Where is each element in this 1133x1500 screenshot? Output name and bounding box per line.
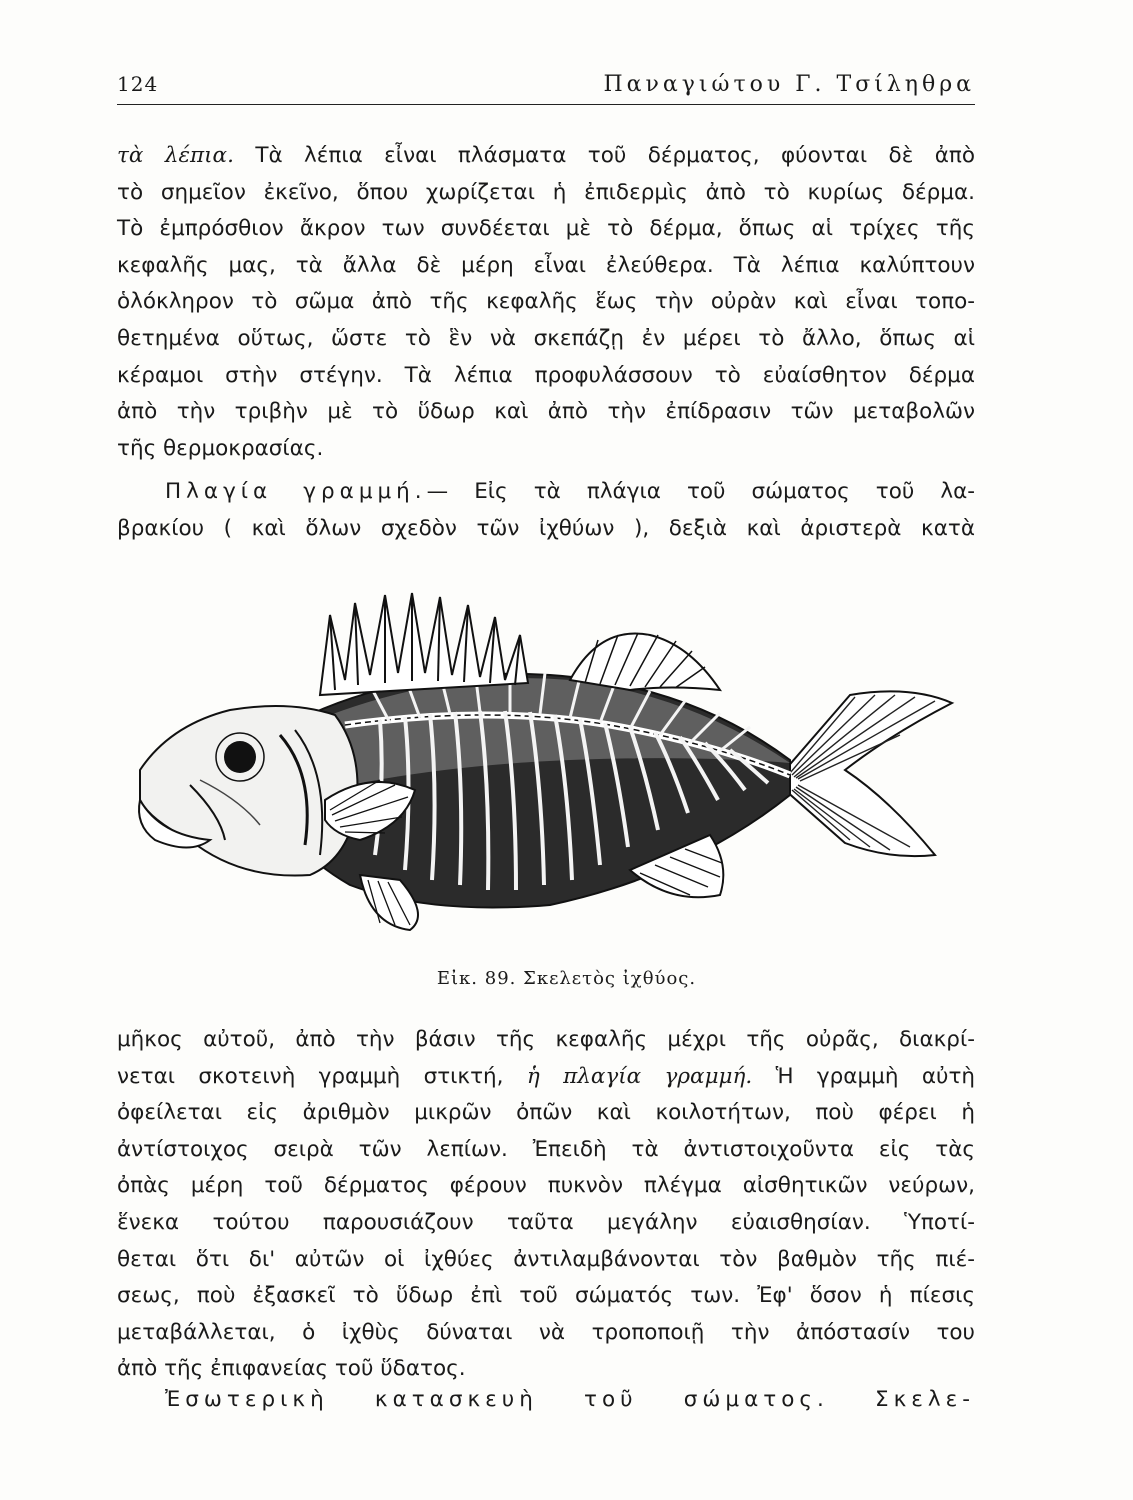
text-fragment: Ἡ γραμμὴ αὐτὴ <box>775 1063 976 1089</box>
text-line: μῆκος αὐτοῦ, ἀπὸ τὴν βάσιν τῆς κεφαλῆς μέχρι τῆς οὐρᾶς, διακρί- <box>117 1027 975 1052</box>
text-line: ἀπὸ τῆς ἐπιφανείας τοῦ ὕδατος. <box>117 1356 466 1382</box>
text-fragment: νεται σκοτεινὴ γραμμὴ στικτή, <box>117 1063 504 1089</box>
soft-dorsal-fin <box>570 633 720 690</box>
fish-skeleton-figure <box>130 585 960 945</box>
section-heading: Πλαγία γραμμή. <box>165 479 427 504</box>
text-line: ἀντίστοιχος σειρὰ τῶν λεπίων. Ἐπειδὴ τὰ ἀντιστοιχοῦντα εἰς τὰς <box>117 1136 975 1162</box>
paragraph-internal-structure <box>117 1382 975 1419</box>
text-line: ὁλόκληρον τὸ σῶμα ἀπὸ τῆς κεφαλῆς ἕως τὴν οὐρὰν καὶ εἶναι τοπο- <box>117 289 975 315</box>
page-number: 124 <box>117 72 159 96</box>
fish-head <box>140 706 358 876</box>
text-line: τὸ σημεῖον ἐκεῖνο, ὅπου χωρίζεται ἡ ἐπιδερμὶς ἀπὸ τὸ κυρίως δέρμα. <box>117 179 975 205</box>
text-line <box>117 1059 975 1096</box>
eye <box>224 741 256 773</box>
text-fragment: — Εἰς τὰ πλάγια τοῦ σώματος τοῦ λα- <box>426 479 976 504</box>
text-line: θεται ὅτι δι' αὐτῶν οἱ ἰχθύες ἀντιλαμβάνονται τὸν βαθμὸν τῆς πιέ- <box>117 1246 975 1272</box>
text-line: ὀπὰς μέρη τοῦ δέρματος φέρουν πυκνὸν πλέγμα αἰσθητικῶν νεύρων, <box>117 1173 975 1199</box>
text-line: κέραμοι στὴν στέγην. Τὰ λέπια προφυλάσσουν τὸ εὐαίσθητον δέρμα <box>117 362 975 388</box>
italic-term: τὰ λέπια. <box>117 143 234 168</box>
paragraph-scales <box>117 138 975 467</box>
fish-skeleton-illustration <box>130 585 960 945</box>
header-rule <box>117 104 975 105</box>
text-line <box>117 474 975 511</box>
page-header <box>117 72 975 106</box>
text-line: βρακίου ( καὶ ὅλων σχεδὸν τῶν ἰχθύων ), δεξιὰ καὶ ἀριστερὰ κατὰ <box>117 515 975 541</box>
running-head: Παναγιώτου Γ. Τσίληθρα <box>603 72 975 97</box>
dorsal-fin <box>320 593 528 695</box>
text-line: μεταβάλλεται, ὁ ἰχθὺς δύναται νὰ τροποποιῇ τὴν ἀπόστασίν του <box>117 1319 975 1345</box>
text-line: τῆς θερμοκρασίας. <box>117 435 324 461</box>
text-line: ἕνεκα τούτου παρουσιάζουν ταῦτα μεγάλην εὐαισθησίαν. Ὑποτί- <box>117 1209 975 1235</box>
figure-caption: Εἰκ. 89. Σκελετὸς ἰχθύος. <box>436 968 697 989</box>
text-line: τὰ λέπια. Τὰ λέπια εἶναι πλάσματα τοῦ δέρματος, φύονται δὲ ἀπὸ <box>117 143 975 168</box>
text-line: σεως, ποὺ ἐξασκεῖ τὸ ὕδωρ ἐπὶ τοῦ σώματός των. Ἐφ' ὅσον ἡ πίεσις <box>117 1283 975 1309</box>
paragraph-lateral-line <box>117 474 975 547</box>
text-line: κεφαλῆς μας, τὰ ἄλλα δὲ μέρη εἶναι ἐλεύθερα. Τὰ λέπια καλύπτουν <box>117 252 975 278</box>
text-line: ἀπὸ τὴν τριβὴν μὲ τὸ ὕδωρ καὶ ἀπὸ τὴν ἐπίδρασιν τῶν μεταβολῶν <box>117 399 975 425</box>
text-line: θετημένα οὕτως, ὥστε τὸ ἓν νὰ σκεπάζῃ ἐν μέρει τὸ ἄλλο, ὅπως αἱ <box>117 325 975 351</box>
text-line: ὀφείλεται εἰς ἀριθμὸν μικρῶν ὀπῶν καὶ κοιλοτήτων, ποὺ φέρει ἡ <box>117 1100 975 1126</box>
text-line: Τὸ ἐμπρόσθιον ἄκρον των συνδέεται μὲ τὸ δέρμα, ὅπως αἱ τρίχες τῆς <box>117 216 975 242</box>
section-heading: Ἐσωτερικὴ κατασκευὴ τοῦ σώματος. Σκελε- <box>165 1387 975 1412</box>
italic-term: ἡ πλαγία γραμμή. <box>526 1063 753 1089</box>
paragraph-lateral-line-cont <box>117 1022 975 1388</box>
